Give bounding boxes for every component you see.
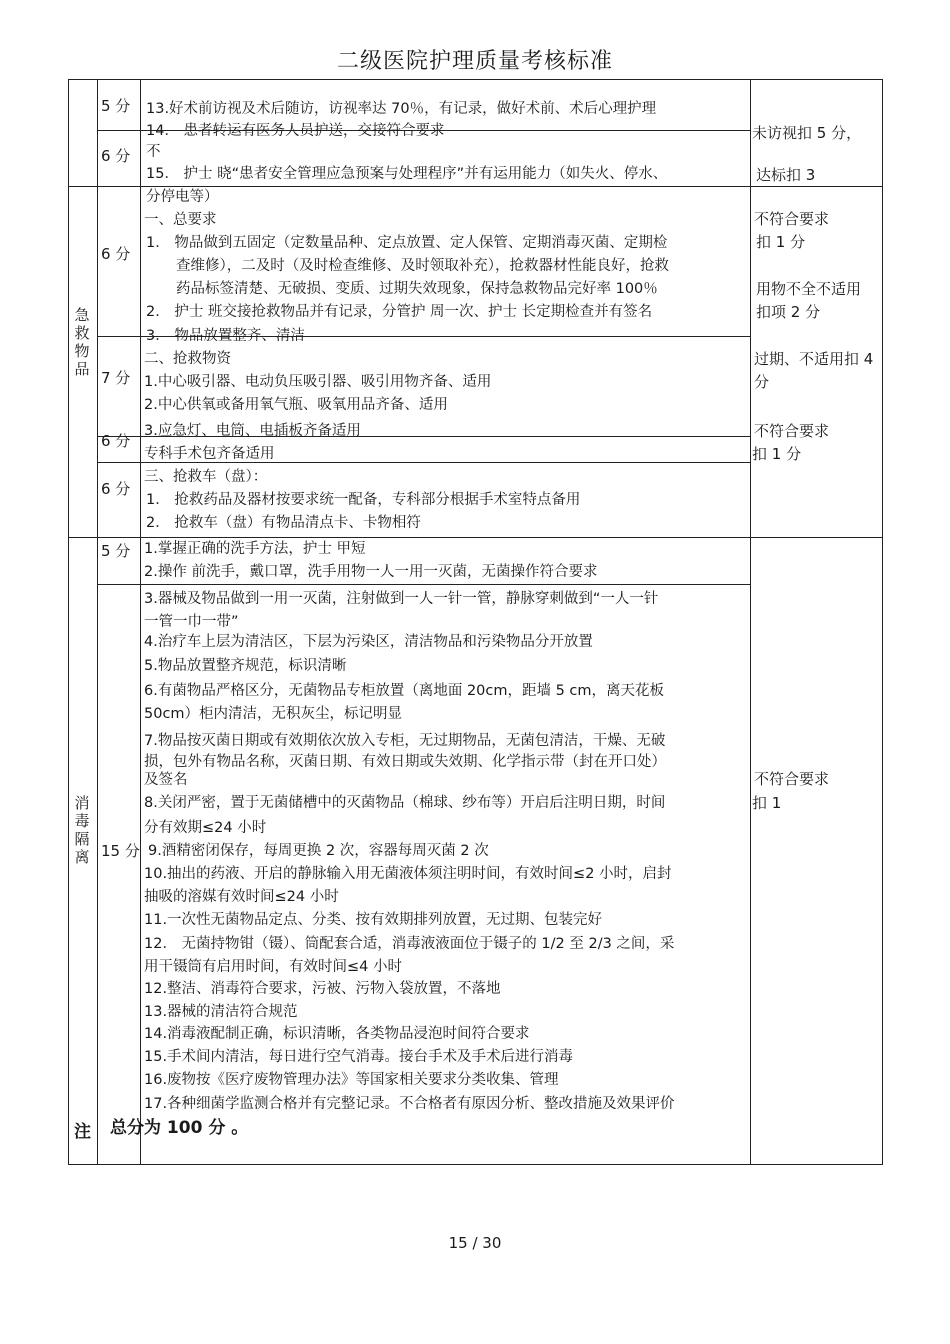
deduction-note: 扣项 2 分 [756,303,821,321]
category-label: 毒 [74,812,90,830]
deduction-note: 不符合要求 [754,210,830,228]
criterion-line: 2.操作 前洗手，戴口罩，洗手用物一人一用一灭菌，无菌操作符合要求 [144,564,598,580]
criterion-line: 二、抢救物资 [144,351,231,367]
category-label: 离 [74,848,90,866]
criterion-line: 1.中心吸引器、电动负压吸引器、吸引用物齐备、适用 [144,374,492,390]
criterion-line: 12.整洁、消毒符合要求，污被、污物入袋放置，不落地 [144,981,501,997]
criterion-line: 4.治疗车上层为清洁区，下层为污染区，清洁物品和污染物品分开放置 [144,634,593,650]
score-cell: 6 分 [101,432,131,450]
criterion-line: 15． 护士 晓“患者安全管理应急预案与处理程序”并有运用能力（如失火、停水、 [146,166,668,182]
criterion-line: 一、总要求 [144,212,217,228]
category-label: 品 [74,360,90,378]
criterion-line: 10.抽出的药液、开启的静脉输入用无菌液体须注明时间，有效时间≤2 小时，启封 [144,866,672,882]
deduction-note: 用物不全不适用 [756,280,862,298]
criterion-line: 不 [146,144,161,160]
criterion-line: 一管一巾一带” [144,614,239,630]
row-divider [97,584,751,585]
deduction-note: 扣 1 分 [752,445,802,463]
criterion-line: 15.手术间内清洁，每日进行空气消毒。接台手术及手术后进行消毒 [144,1049,574,1065]
criterion-line: 抽吸的溶媒有效时间≤24 小时 [144,889,339,905]
criterion-line: 14.消毒液配制正确，标识清晰，各类物品浸泡时间符合要求 [144,1026,530,1042]
criterion-line: 6.有菌物品严格区分，无菌物品专柜放置（离地面 20cm，距墙 5 cm，离天花板 [144,683,665,699]
criterion-line: 1． 物品做到五固定（定数量品种、定点放置、定人保管、定期消毒灭菌、定期检 [146,235,668,251]
category-label: 消 [74,794,90,812]
criterion-line: 16.废物按《医疗废物管理办法》等国家相关要求分类收集、管理 [144,1072,559,1088]
criterion-line: 药品标签清楚、无破损、变质、过期失效现象，保持急救物品完好率 100％ [176,281,658,297]
page-number: 15 / 30 [448,1234,502,1252]
criterion-line: 14． 患者转运有医务人员护送，交接符合要求 [146,123,445,139]
score-cell: 6 分 [101,480,131,498]
deduction-note: 过期、不适用扣 4 [754,350,874,368]
score-cell: 5 分 [101,542,131,560]
deduction-note: 不符合要求 [754,770,830,788]
criterion-line: 11.一次性无菌物品定点、分类、按有效期排列放置，无过期、包装完好 [144,912,603,928]
criterion-line: 用干镊筒有启用时间，有效时间≤4 小时 [144,959,402,975]
criterion-line: 9.酒精密闭保存，每周更换 2 次，容器每周灭菌 2 次 [148,843,489,859]
criterion-line: 及签名 [144,772,188,788]
criterion-line: 7.物品按灭菌日期或有效期依次放入专柜，无过期物品，无菌包清洁，干燥、无破 [144,733,666,749]
criterion-line: 3.器械及物品做到一用一灭菌，注射做到一人一针一管，静脉穿刺做到“一人一针 [144,591,659,607]
category-label: 急 [74,306,90,324]
deduction-note: 不符合要求 [754,422,830,440]
criterion-line: 5.物品放置整齐规范，标识清晰 [144,658,347,674]
criterion-line: 13.好术前访视及术后随访，访视率达 70％，有记录，做好术前、术后心理护理 [146,101,657,117]
criterion-line: 损，包外有物品名称，灭菌日期、有效日期或失效期、化学指示带（封在开口处） [144,754,666,770]
score-cell: 15 分 [101,842,140,860]
deduction-note: 扣 1 分 [756,233,806,251]
criterion-line: 50cm）柜内清洁，无积灰尘，标记明显 [144,706,403,722]
criterion-line: 3． 物品放置整齐、清洁 [146,328,305,344]
criterion-line: 2． 护士 班交接抢救物品并有记录，分管护 周一次、护士 长定期检查并有签名 [146,304,653,320]
criterion-line: 分有效期≤24 小时 [144,820,267,836]
col-divider-category [97,79,98,1165]
deduction-note: 扣 1 [752,794,782,812]
col-divider-remark [750,79,751,1165]
score-cell: 7 分 [101,369,131,387]
criterion-line: 12． 无菌持物钳（镊）、筒配套合适，消毒液液面位于镊子的 1/2 至 2/3 之间，采 [144,936,675,952]
category-label: 物 [74,342,90,360]
score-cell: 5 分 [101,97,131,115]
col-divider-score [140,79,141,1165]
criterion-line: 8.关闭严密，置于无菌储槽中的灭菌物品（棉球、纱布等）开启后注明日期，时间 [144,795,666,811]
score-cell: 6 分 [101,245,131,263]
criterion-line: 1． 抢救药品及器材按要求统一配备，专科部分根据手术室特点备用 [146,492,581,508]
deduction-note: 未访视扣 5 分， [752,124,862,142]
criterion-line: 17.各种细菌学监测合格并有完整记录。不合格者有原因分析、整改措施及效果评价 [144,1096,675,1112]
criterion-line: 3.应急灯、电筒、电插板齐备适用 [144,423,361,439]
category-label: 隔 [74,830,90,848]
score-cell: 6 分 [101,147,131,165]
deduction-note: 达标扣 3 [756,166,816,184]
page-title: 二级医院护理质量考核标准 [336,49,613,74]
category-label: 救 [74,324,90,342]
deduction-note: 分 [754,373,770,391]
criterion-line: 2.中心供氧或备用氧气瓶、吸氧用品齐备、适用 [144,397,448,413]
criterion-line: 查维修），二及时（及时检查维修、及时领取补充），抢救器材性能良好，抢救 [176,258,669,274]
criterion-line: 13.器械的清洁符合规范 [144,1004,298,1020]
criterion-line: 2． 抢救车（盘）有物品清点卡、卡物相符 [146,515,421,531]
note-label: 注 [74,1122,91,1142]
criterion-line: 1.掌握正确的洗手方法，护士 甲短 [144,541,366,557]
criterion-line: 分停电等） [146,189,219,205]
total-score-note: 总分为 100 分 。 [110,1118,249,1138]
criterion-line: 三、抢救车（盘）： [144,469,268,485]
criterion-line: 专科手术包齐备适用 [144,446,275,462]
